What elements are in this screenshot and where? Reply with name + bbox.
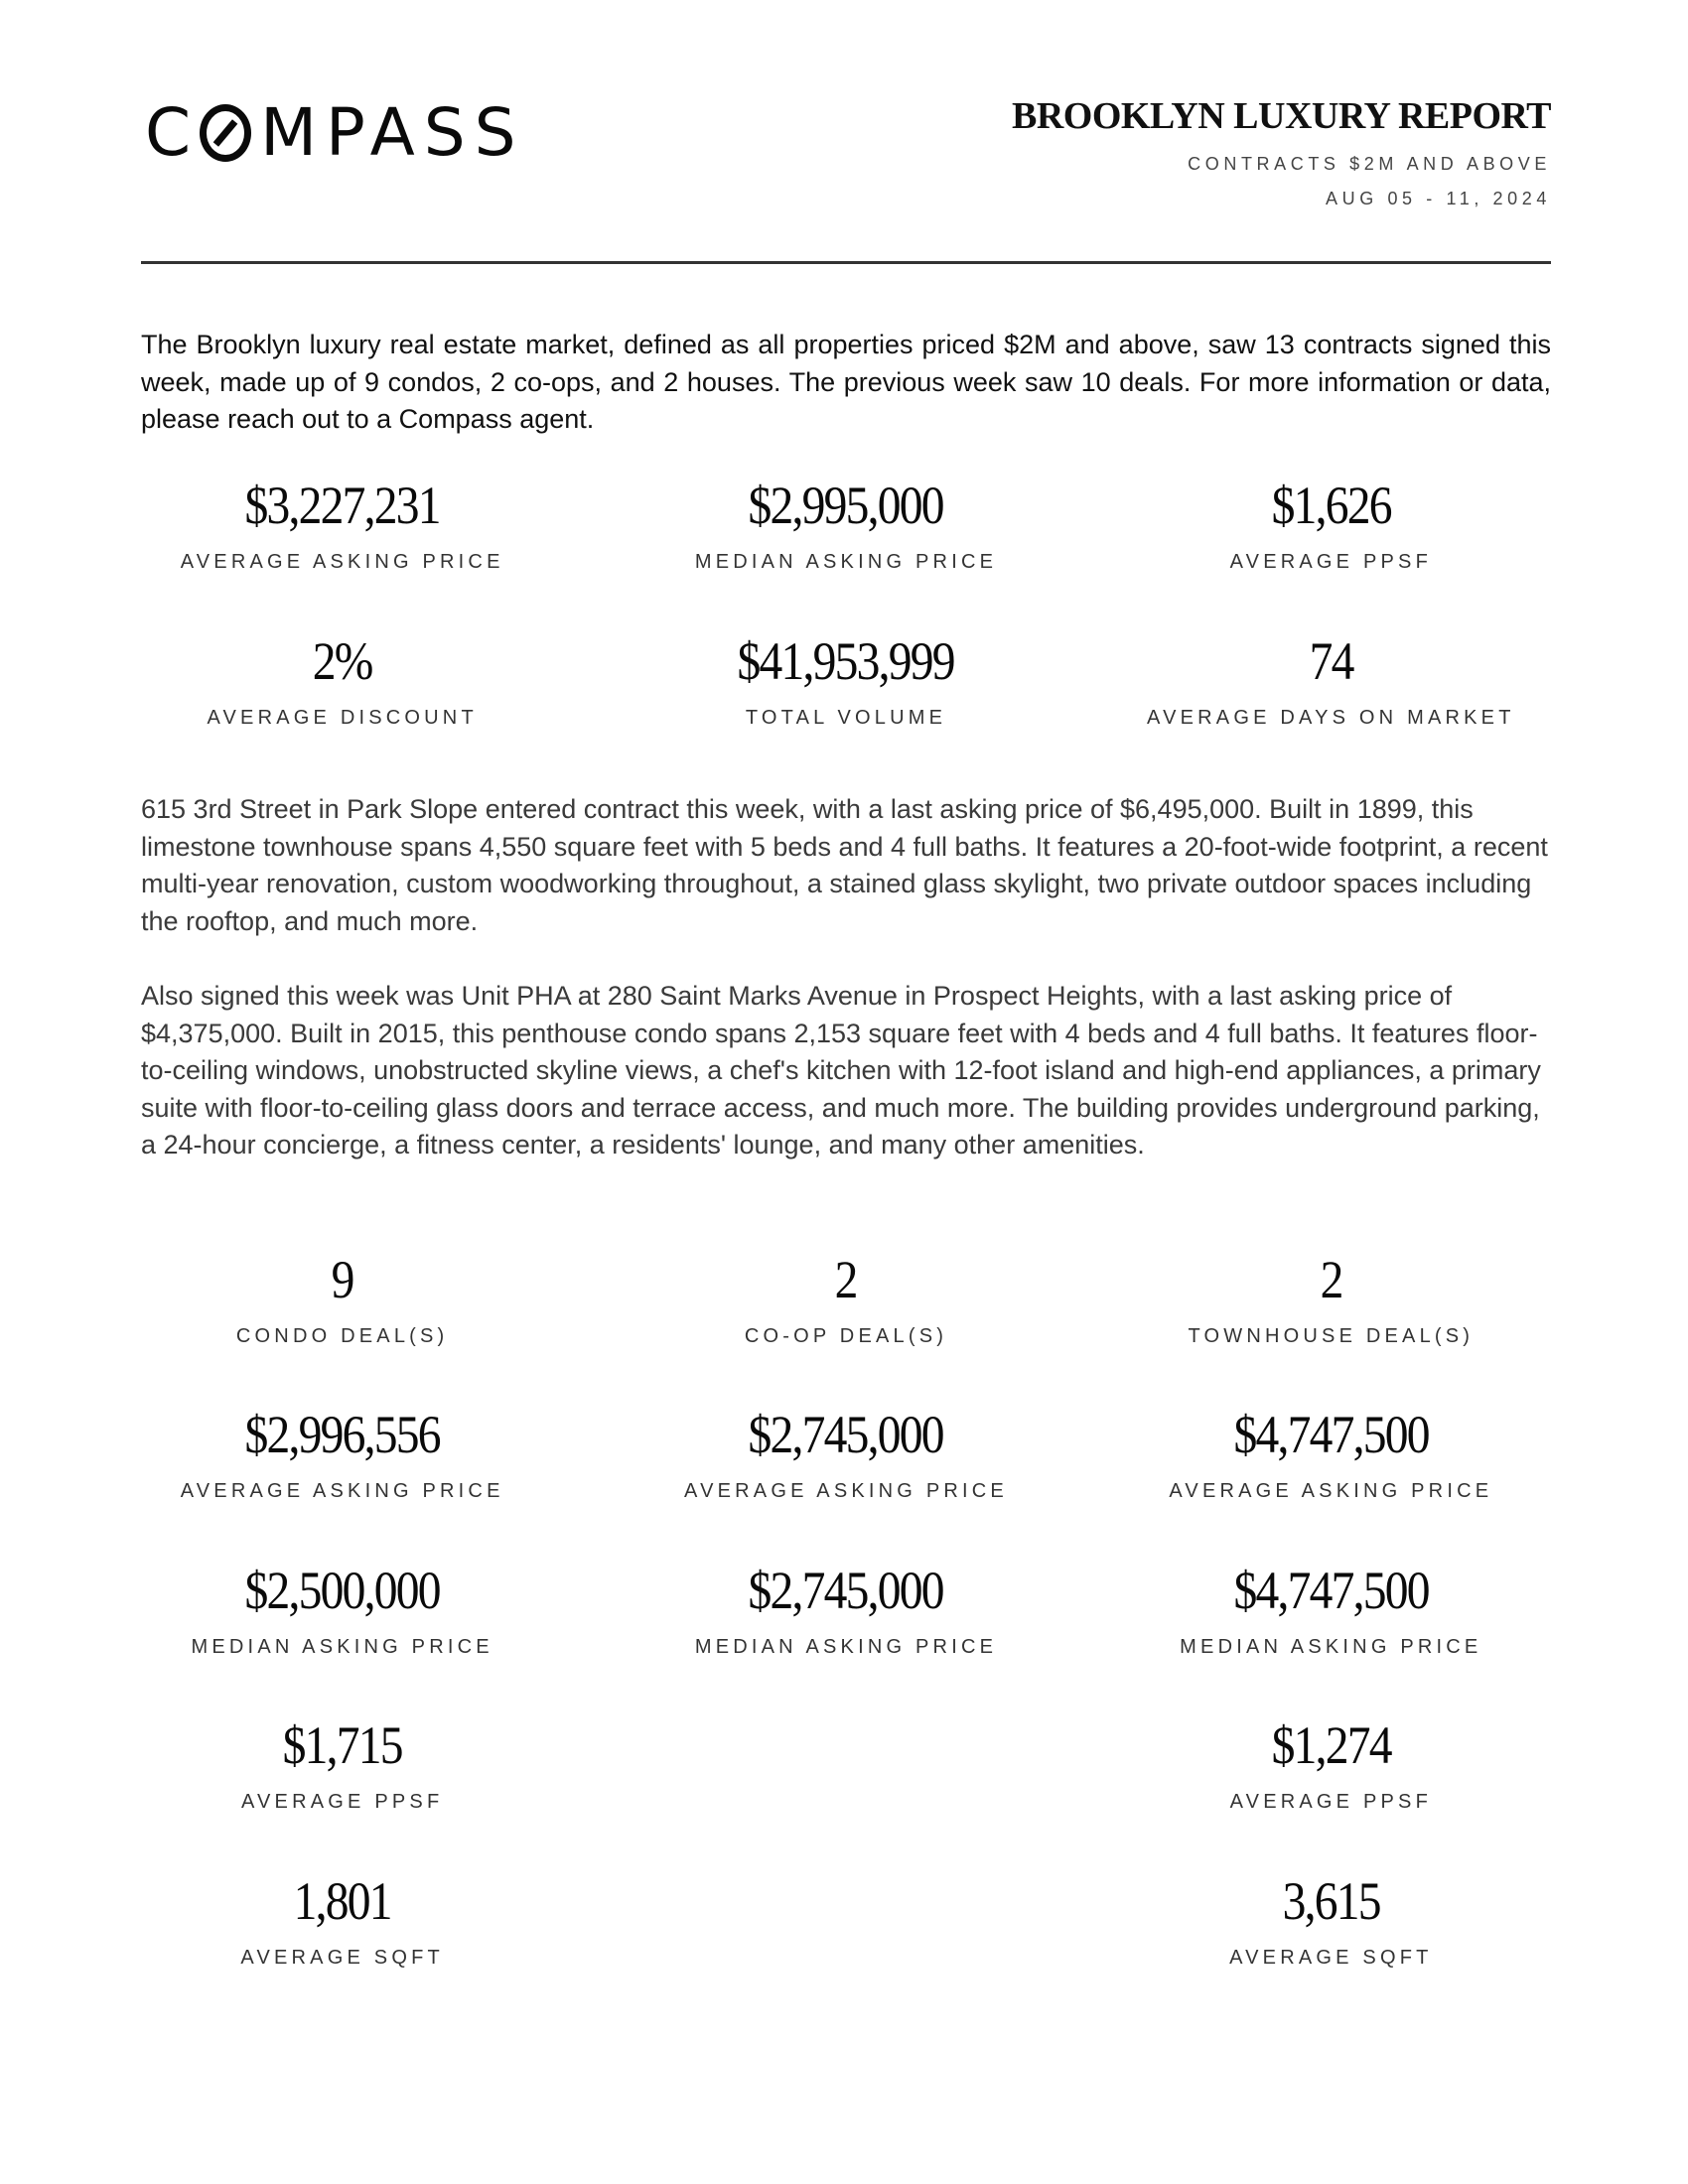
stat-value: $3,227,231 <box>244 476 440 535</box>
stat-label: AVERAGE SQFT <box>1229 1947 1433 1969</box>
stat-label: CO-OP DEAL(S) <box>744 1325 948 1347</box>
stat-label: TOTAL VOLUME <box>745 707 947 729</box>
stat-townhouse-deals <box>1096 1250 1566 1347</box>
deals-count-row <box>141 1250 1551 1347</box>
avg-ppsf-row <box>141 1715 1551 1813</box>
stat-value: $2,995,000 <box>748 476 944 535</box>
stat-label: MEDIAN ASKING PRICE <box>1180 1636 1482 1658</box>
stat-label: AVERAGE ASKING PRICE <box>1169 1480 1493 1502</box>
stat-value: $41,953,999 <box>737 631 955 691</box>
stat-value: $4,747,500 <box>1233 1405 1429 1464</box>
stat-value: $1,626 <box>1271 476 1391 535</box>
stat-total-volume <box>611 631 1080 729</box>
stat-label: AVERAGE PPSF <box>1229 1791 1433 1813</box>
title-block <box>1012 97 1551 207</box>
stat-condo-median-price <box>107 1561 577 1658</box>
stat-label: AVERAGE ASKING PRICE <box>684 1480 1008 1502</box>
stat-townhouse-avg-price <box>1096 1405 1566 1502</box>
stat-label: AVERAGE ASKING PRICE <box>180 1480 504 1502</box>
report-subtitle: CONTRACTS $2M AND ABOVE <box>1188 154 1551 174</box>
stat-condo-avg-sqft <box>107 1871 577 1969</box>
stat-label: CONDO DEAL(S) <box>235 1325 449 1347</box>
stat-value: 74 <box>1309 631 1353 691</box>
summary-stats-row-1 <box>141 478 1551 572</box>
stat-townhouse-avg-sqft <box>1096 1871 1566 1969</box>
logo-letter-c: C <box>145 94 201 171</box>
stat-label: MEDIAN ASKING PRICE <box>694 1636 998 1658</box>
stat-label: AVERAGE PPSF <box>240 1791 444 1813</box>
stat-value: $2,745,000 <box>748 1561 944 1620</box>
report-header <box>141 0 1551 264</box>
logo-wordmark <box>145 94 525 171</box>
report-date-range: AUG 05 - 11, 2024 <box>1326 189 1551 208</box>
stat-townhouse-median-price <box>1096 1561 1566 1658</box>
stat-condo-avg-price <box>107 1405 577 1502</box>
stat-label: AVERAGE PPSF <box>1229 551 1433 573</box>
stat-value: $2,996,556 <box>244 1405 440 1464</box>
stat-coop-avg-ppsf-empty <box>611 1718 1080 1812</box>
stat-average-days-on-market <box>1096 631 1566 729</box>
featured-listing-paragraph-1: 615 3rd Street in Park Slope entered contract this week, with a last asking price of $6,495,000. Built in 1899, this limestone townhouse spans 4,550 square feet with 5 beds and 4 full baths. It features a 20-foot-wide footprint, a recent multi-year renovation, custom woodworking throughout, a stained glass skylight, two private outdoor spaces including the rooftop, and much more. <box>141 794 1548 936</box>
stat-value: 2 <box>834 1250 857 1309</box>
avg-asking-price-row <box>141 1405 1551 1502</box>
compass-logo <box>145 94 525 171</box>
median-asking-price-row <box>141 1561 1551 1658</box>
stat-label: AVERAGE ASKING PRICE <box>180 551 504 573</box>
stat-condo-deals <box>107 1250 577 1347</box>
stat-average-ppsf <box>1096 478 1566 572</box>
intro-paragraph: The Brooklyn luxury real estate market, defined as all properties priced $2M and above, saw 13 contracts signed this week, made up of 9 condos, 2 co-ops, and 2 houses. The previous week saw 10 deals. For more information or data, please reach out to a Compass agent. <box>141 330 1551 434</box>
stat-value: $2,500,000 <box>244 1561 440 1620</box>
stat-townhouse-avg-ppsf <box>1096 1715 1566 1813</box>
logo-letters-mpass: MPASS <box>260 94 525 171</box>
stat-coop-deals <box>611 1250 1080 1347</box>
stat-value: 2 <box>1320 1250 1342 1309</box>
report-page <box>141 0 1551 1969</box>
stat-average-discount <box>107 631 577 729</box>
stat-label: AVERAGE SQFT <box>240 1947 444 1969</box>
avg-sqft-row <box>141 1871 1551 1969</box>
featured-listing-paragraph-2: Also signed this week was Unit PHA at 280 Saint Marks Avenue in Prospect Heights, with a last asking price of $4,375,000. Built in 2015, this penthouse condo spans 2,153 square feet with 4 beds and 4 full baths. It features floor-to-ceiling windows, unobstructed skyline views, a chef's kitchen with 12-foot island and high-end appliances, a primary suite with floor-to-ceiling glass doors and terrace access, and much more. The building provides underground parking, a 24-hour concierge, a fitness center, a residents' lounge, and many other amenities. <box>141 981 1541 1160</box>
stat-coop-avg-price <box>611 1405 1080 1502</box>
stat-value: 3,615 <box>1282 1871 1380 1931</box>
stat-value: $1,274 <box>1271 1715 1391 1775</box>
summary-stats-row-2 <box>141 631 1551 729</box>
stat-value: $1,715 <box>282 1715 402 1775</box>
stat-value: 2% <box>312 631 372 691</box>
stat-label: TOWNHOUSE DEAL(S) <box>1188 1325 1475 1347</box>
stat-label: MEDIAN ASKING PRICE <box>191 1636 493 1658</box>
stat-condo-avg-ppsf <box>107 1715 577 1813</box>
stat-average-asking-price <box>107 478 577 572</box>
stat-median-asking-price <box>611 478 1080 572</box>
stat-coop-avg-sqft-empty <box>611 1874 1080 1968</box>
stat-value: $4,747,500 <box>1233 1561 1429 1620</box>
stat-label: AVERAGE DAYS ON MARKET <box>1147 707 1515 729</box>
stat-label: AVERAGE DISCOUNT <box>207 707 478 729</box>
compass-o-icon <box>200 104 251 162</box>
stat-value: 9 <box>331 1250 353 1309</box>
stat-coop-median-price <box>611 1561 1080 1658</box>
stat-label: MEDIAN ASKING PRICE <box>694 551 998 573</box>
stat-value: 1,801 <box>293 1871 391 1931</box>
report-title: BROOKLYN LUXURY REPORT <box>1011 95 1551 137</box>
stat-value: $2,745,000 <box>748 1405 944 1464</box>
header-divider <box>141 261 1551 264</box>
